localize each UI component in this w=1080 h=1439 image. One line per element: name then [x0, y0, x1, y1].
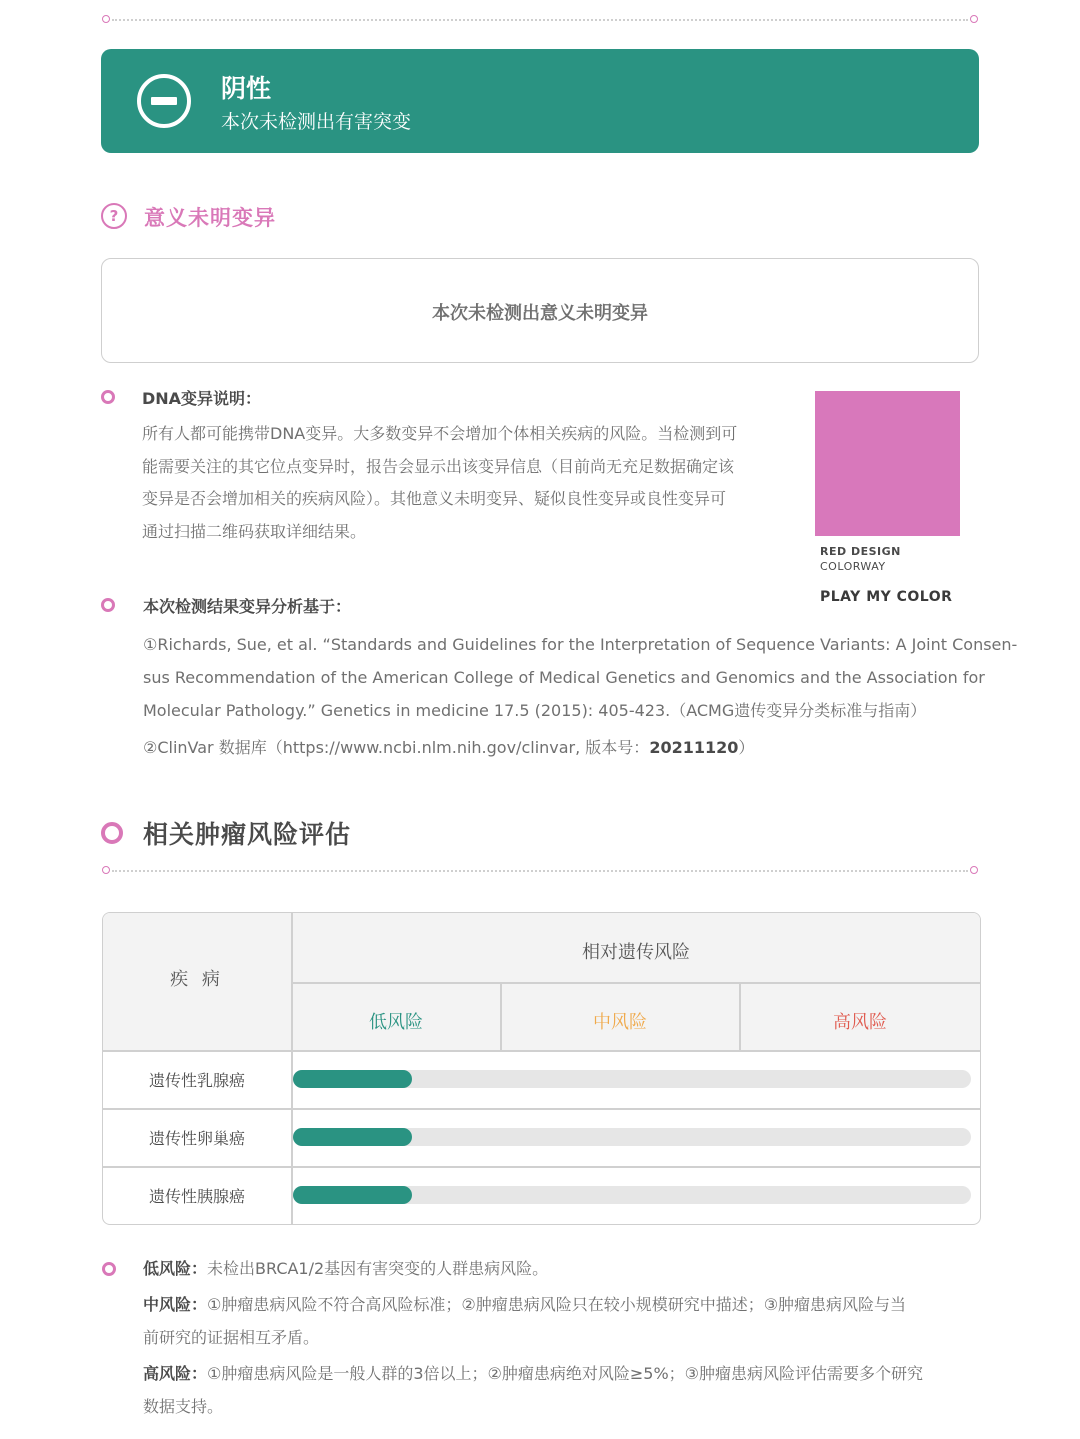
result-banner — [101, 49, 979, 153]
risk-notes — [143, 1252, 988, 1423]
note-mid: 中风险：①肿瘤患病风险不符合高风险标准；②肿瘤患病风险只在较小规模研究中描述；③肿瘤患病风险与当 — [143, 1295, 907, 1314]
row-disease: 遗传性乳腺癌 — [148, 1071, 245, 1090]
risk-bar-track — [293, 1186, 971, 1204]
header-relative-risk: 相对遗传风险 — [582, 942, 690, 963]
vus-section-title: 意义未明变异 — [144, 206, 276, 230]
reference-1 — [143, 628, 1017, 727]
vus-result-text: 本次未检测出意义未明变异 — [432, 303, 648, 324]
note-mid-cont: 前研究的证据相互矛盾。 — [143, 1328, 320, 1347]
row-disease: 遗传性卵巢癌 — [148, 1129, 245, 1148]
dna-line: 变异是否会增加相关的疾病风险）。其他意义未明变异、疑似良性变异或良性变异可 — [142, 489, 727, 508]
bullet-ring-icon — [101, 390, 115, 404]
dna-description — [142, 418, 792, 548]
minus-circle-icon — [137, 74, 191, 128]
bullet-ring-icon — [102, 1262, 116, 1276]
header-mid-risk: 中风险 — [593, 1012, 647, 1033]
section-ring-icon — [101, 822, 123, 844]
risk-bar-fill — [293, 1186, 412, 1204]
note-low-label: 低风险： — [143, 1259, 208, 1278]
bullet-ring-icon — [101, 598, 115, 612]
note-high: 高风险：①肿瘤患病风险是一般人群的3倍以上；②肿瘤患病绝对风险≥5%；③肿瘤患病风险评估需要多个研究 — [143, 1364, 924, 1383]
color-swatch — [815, 391, 960, 536]
row-disease: 遗传性胰腺癌 — [148, 1187, 245, 1206]
reference-2 — [143, 731, 754, 764]
header-high-risk: 高风险 — [833, 1012, 887, 1033]
note-high-label: 高风险： — [143, 1364, 208, 1383]
risk-section-title: 相关肿瘤风险评估 — [143, 820, 352, 849]
vus-result-box — [101, 258, 979, 363]
dna-line: 能需要关注的其它位点变异时，报告会显示出该变异信息（目前尚无充足数据确定该 — [142, 456, 735, 476]
result-title: 阴性 — [221, 74, 272, 103]
risk-bar-track — [293, 1128, 971, 1146]
dotted-divider-mid — [102, 866, 978, 876]
reference-2-version: 20211120 — [649, 738, 739, 757]
dna-line: 所有人都可能携带DNA变异。大多数变异不会增加个体相关疾病的风险。当检测到可 — [142, 424, 738, 443]
header-disease: 疾 病 — [170, 969, 224, 990]
risk-table — [102, 912, 981, 1225]
risk-bar-fill — [293, 1128, 412, 1146]
reference-line: sus Recommendation of the American College of Medical Genetics and Genomics and the Association for — [143, 668, 985, 687]
swatch-line2: COLORWAY — [820, 560, 886, 573]
swatch-caption: PLAY MY COLOR — [820, 589, 953, 605]
header-low-risk: 低风险 — [369, 1012, 423, 1033]
dna-heading: DNA变异说明： — [142, 389, 262, 408]
note-low: 低风险：未检出BRCA1/2基因有害突变的人群患病风险。 — [143, 1259, 549, 1278]
dna-line: 通过扫描二维码获取详细结果。 — [142, 521, 367, 541]
result-subtitle: 本次未检测出有害突变 — [221, 111, 412, 133]
reference-line: Molecular Pathology.” Genetics in medicine 17.5 (2015): 405-423.（ACMG遗传变异分类标准与指南） — [143, 701, 927, 720]
note-high-cont: 数据支持。 — [143, 1397, 224, 1416]
swatch-label — [820, 544, 901, 574]
question-circle-icon: ? — [101, 203, 127, 229]
reference-2-suffix: ） — [738, 738, 755, 757]
risk-bar-track — [293, 1070, 971, 1088]
risk-bar-fill — [293, 1070, 412, 1088]
analysis-heading: 本次检测结果变异分析基于： — [143, 597, 352, 616]
reference-2-prefix: ②ClinVar 数据库（https://www.ncbi.nlm.nih.gov/clinvar, 版本号： — [143, 738, 650, 757]
swatch-line1: RED DESIGN — [820, 545, 901, 558]
dotted-divider-top — [102, 15, 978, 25]
note-mid-label: 中风险： — [143, 1295, 208, 1314]
reference-line: ①Richards, Sue, et al. “Standards and Guidelines for the Interpretation of Sequence Variants: A Joint Consen- — [143, 635, 1018, 654]
